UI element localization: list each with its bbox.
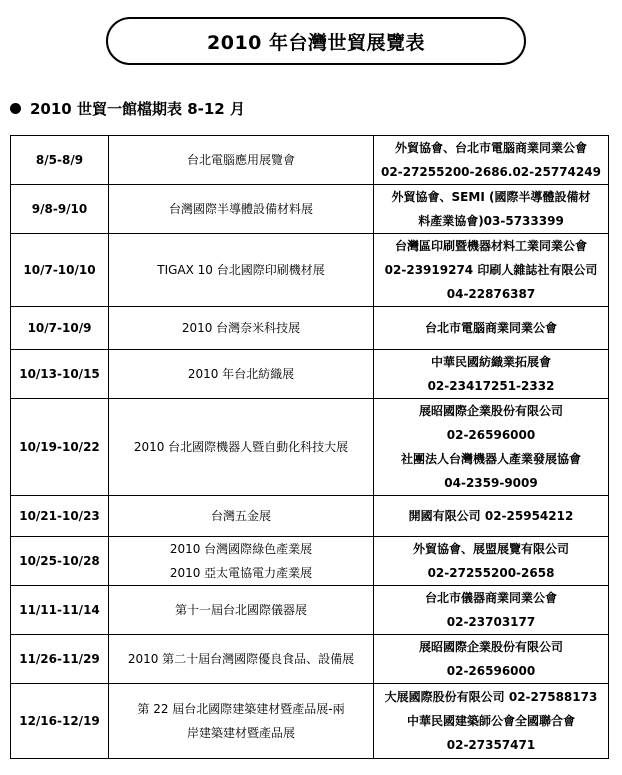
table-row <box>11 496 609 537</box>
table-row <box>11 684 609 759</box>
exhibition-name-cell <box>109 399 374 496</box>
table-row <box>11 136 609 185</box>
date-cell: 10/21-10/23 <box>11 496 109 537</box>
exhibition-name-cell <box>109 586 374 635</box>
organizer-line: 大展國際股份有限公司 02-27588173 <box>384 690 598 704</box>
organizer-line: 02-23703177 <box>446 615 536 629</box>
organizer-line: 04-22876387 <box>446 287 536 301</box>
organizer-line: 02-27255200-2658 <box>427 566 555 580</box>
bullet-icon <box>10 103 21 114</box>
exhibition-name-cell <box>109 234 374 307</box>
exhibition-name-cell <box>109 537 374 586</box>
exhibition-name-line: 2010 台灣國際綠色產業展 <box>169 542 313 556</box>
exhibition-name-line: 第 22 屆台北國際建築建材暨產品展-兩 <box>137 702 345 716</box>
date-cell: 12/16-12/19 <box>11 684 109 759</box>
exhibition-name-line: TIGAX 10 台北國際印刷機材展 <box>157 263 325 277</box>
organizer-cell <box>374 635 609 684</box>
exhibition-name-line: 台灣五金展 <box>210 509 271 523</box>
date-cell: 11/11-11/14 <box>11 586 109 635</box>
organizer-line: 外貿協會、台北市電腦商業同業公會 <box>394 141 587 155</box>
organizer-line: 台北市儀器商業同業公會 <box>424 591 557 605</box>
section-heading-text: 2010 世貿一館檔期表 8-12 月 <box>30 100 245 118</box>
organizer-line: 中華民國紡織業拓展會 <box>430 355 551 369</box>
date-cell: 11/26-11/29 <box>11 635 109 684</box>
organizer-line: 02-26596000 <box>446 664 536 678</box>
organizer-cell <box>374 234 609 307</box>
organizer-line: 02-27255200-2686.02-25774249 <box>381 165 601 179</box>
organizer-cell <box>374 136 609 185</box>
exhibition-name-cell <box>109 496 374 537</box>
organizer-line: 展昭國際企業股份有限公司 <box>418 640 563 654</box>
table-row <box>11 635 609 684</box>
date-cell: 9/8-9/10 <box>11 185 109 234</box>
organizer-line: 外貿協會、SEMI (國際半導體設備材 <box>391 190 591 204</box>
table-row <box>11 399 609 496</box>
date-cell: 10/7-10/10 <box>11 234 109 307</box>
page-title: 2010 年台灣世貿展覽表 <box>106 17 526 65</box>
exhibition-name-line: 2010 台灣奈米科技展 <box>181 321 301 335</box>
date-cell: 10/25-10/28 <box>11 537 109 586</box>
date-cell: 10/19-10/22 <box>11 399 109 496</box>
organizer-cell <box>374 586 609 635</box>
exhibition-name-line: 2010 台北國際機器人暨自動化科技大展 <box>133 440 349 454</box>
organizer-cell <box>374 399 609 496</box>
organizer-cell <box>374 185 609 234</box>
organizer-line: 中華民國建築師公會全國聯合會 <box>406 714 575 728</box>
table-row <box>11 586 609 635</box>
table-row <box>11 350 609 399</box>
exhibition-name-line: 第十一屆台北國際儀器展 <box>174 603 307 617</box>
organizer-cell <box>374 307 609 350</box>
organizer-line: 展昭國際企業股份有限公司 <box>418 404 563 418</box>
exhibition-name-line: 2010 年台北紡織展 <box>187 367 295 381</box>
organizer-line: 外貿協會、展盟展覽有限公司 <box>412 542 569 556</box>
organizer-line: 02-23919274 印刷人雜誌社有限公司 <box>384 263 598 277</box>
exhibition-name-line: 岸建築建材暨產品展 <box>186 726 295 740</box>
organizer-line: 料產業協會)03-5733399 <box>418 214 564 228</box>
organizer-line: 04-2359-9009 <box>444 476 538 490</box>
exhibition-name-cell <box>109 684 374 759</box>
organizer-cell <box>374 350 609 399</box>
organizer-line: 開國有限公司 02-25954212 <box>408 509 574 523</box>
table-row <box>11 234 609 307</box>
organizer-line: 台北市電腦商業同業公會 <box>424 321 557 335</box>
date-cell: 8/5-8/9 <box>11 136 109 185</box>
exhibition-name-cell <box>109 185 374 234</box>
exhibition-name-line: 台灣國際半導體設備材料展 <box>168 202 313 216</box>
table-row <box>11 185 609 234</box>
organizer-line: 02-23417251-2332 <box>427 379 555 393</box>
date-cell: 10/13-10/15 <box>11 350 109 399</box>
exhibition-table <box>10 135 609 759</box>
organizer-cell <box>374 684 609 759</box>
organizer-line: 社團法人台灣機器人產業發展協會 <box>400 452 581 466</box>
exhibition-name-cell <box>109 136 374 185</box>
organizer-line: 02-26596000 <box>446 428 536 442</box>
exhibition-name-cell <box>109 350 374 399</box>
table-row <box>11 307 609 350</box>
exhibition-name-line: 2010 第二十屆台灣國際優良食品、設備展 <box>127 652 355 666</box>
exhibition-name-cell <box>109 307 374 350</box>
exhibition-name-cell <box>109 635 374 684</box>
section-heading <box>10 98 245 119</box>
organizer-cell <box>374 537 609 586</box>
date-cell: 10/7-10/9 <box>11 307 109 350</box>
organizer-cell <box>374 496 609 537</box>
exhibition-name-line: 2010 亞太電協電力產業展 <box>169 566 313 580</box>
organizer-line: 台灣區印刷暨機器材料工業同業公會 <box>394 239 587 253</box>
organizer-line: 02-27357471 <box>446 738 536 752</box>
exhibition-name-line: 台北電腦應用展覽會 <box>186 153 295 167</box>
table-row <box>11 537 609 586</box>
